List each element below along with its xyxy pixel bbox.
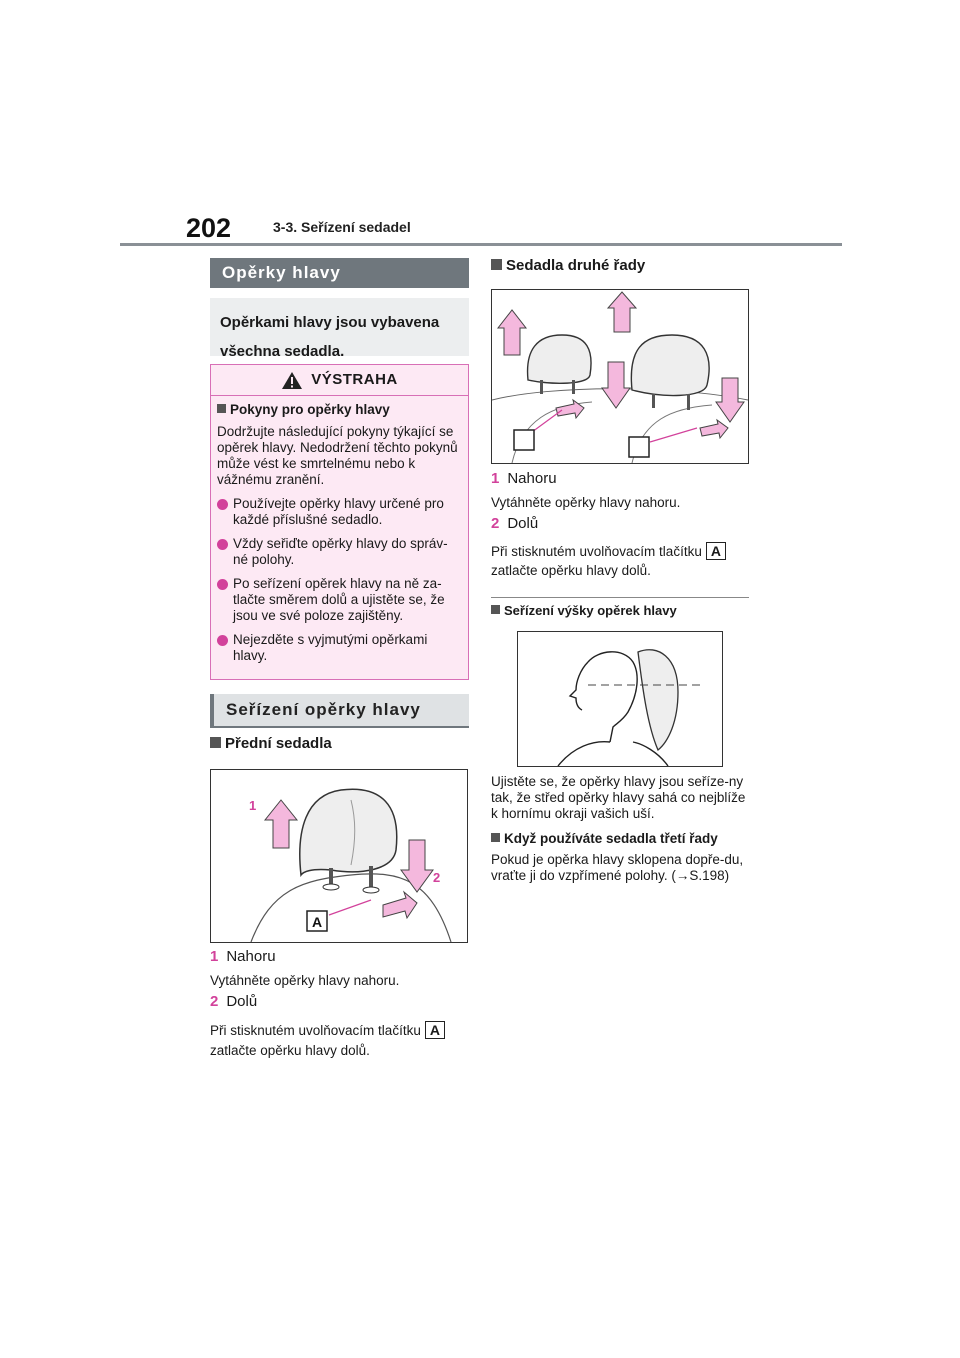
intro-text: Opěrkami hlavy jsou vybavena všechna sedadla. (220, 314, 440, 360)
page-number: 202 (186, 213, 232, 243)
front-headrest-figure (210, 769, 468, 943)
head-position-illustration (518, 632, 722, 766)
warning-bullet: Vždy seřiďte opěrky hlavy do správ-né polohy. (217, 536, 462, 568)
warning-body: Dodržujte následující pokyny týkající se opěrek hlavy. Nedodržení těchto pokynů může vést ke smrtelnému nebo k vážnému zranění. (217, 424, 458, 487)
square-bullet-icon (210, 737, 221, 748)
header-divider (120, 243, 842, 246)
button-a-badge: A (706, 542, 726, 560)
third-row-heading: Když používáte sedadla třetí řady (491, 831, 718, 846)
warning-box (210, 364, 469, 680)
rear-step-1: 1 Nahoru (491, 470, 557, 487)
fig-label-1: 1 (249, 798, 257, 813)
fig-label-2: 2 (433, 870, 441, 885)
square-bullet-icon (491, 259, 502, 270)
warning-bullet: Nejezděte s vyjmutými opěrkami hlavy. (217, 632, 462, 664)
rear-step-2-text-b: zatlačte opěrku hlavy dolů. (491, 563, 651, 578)
fig-label-a: A (312, 914, 323, 930)
height-adjust-text: Ujistěte se, že opěrky hlavy jsou seříze-ny tak, že střed opěrky hlavy sahá co nejblíže k hornímu okraji vašich uší. (491, 774, 746, 821)
square-bullet-icon (217, 404, 226, 413)
warning-header (211, 365, 468, 396)
front-seats-heading: Přední sedadla (210, 735, 332, 752)
second-row-headrest-figure (491, 289, 749, 464)
square-bullet-icon (491, 605, 500, 614)
second-row-heading: Sedadla druhé řady (491, 257, 645, 274)
height-adjust-heading: Seřízení výšky opěrek hlavy (491, 603, 677, 618)
headrest-illustration (211, 770, 467, 942)
front-step-2-text: Při stisknutém uvolňovacím tlačítku A (210, 1021, 445, 1039)
front-step-2-text-b: zatlačte opěrku hlavy dolů. (210, 1043, 370, 1058)
front-step-1: 1 Nahoru (210, 948, 276, 965)
front-step-2: 2 Dolů (210, 993, 258, 1010)
square-bullet-icon (491, 833, 500, 842)
warning-bullet: Po seřízení opěrek hlavy na ně za-tlačte směrem dolů a ujistěte se, že jsou ve své poloze zajištěny. (217, 576, 462, 624)
chapter-title: 3-3. Seřízení sedadel (273, 219, 411, 235)
section-title-headrests: Opěrky hlavy (210, 258, 469, 288)
warning-subhead: Pokyny pro opěrky hlavy (217, 402, 462, 418)
third-row-text: Pokud je opěrka hlavy sklopena dopře-du, vraťte ji do vzpřímené polohy. (→S.198) (491, 852, 744, 883)
warning-title: VÝSTRAHA (311, 371, 398, 388)
front-step-1-text: Vytáhněte opěrky hlavy nahoru. (210, 973, 400, 988)
warning-bullet: Používejte opěrky hlavy určené pro každé příslušné sedadlo. (217, 496, 462, 528)
rear-step-2-text: Při stisknutém uvolňovacím tlačítku A (491, 542, 726, 560)
intro-box (210, 298, 469, 360)
warning-triangle-icon (281, 371, 303, 390)
button-a-badge: A (425, 1021, 445, 1039)
section-divider (491, 597, 749, 598)
headrest-illustration (492, 290, 748, 463)
height-adjust-figure (517, 631, 723, 767)
section-title-adjustment: Seřízení opěrky hlavy (210, 694, 469, 728)
rear-step-1-text: Vytáhněte opěrky hlavy nahoru. (491, 495, 681, 510)
rear-step-2: 2 Dolů (491, 515, 539, 532)
